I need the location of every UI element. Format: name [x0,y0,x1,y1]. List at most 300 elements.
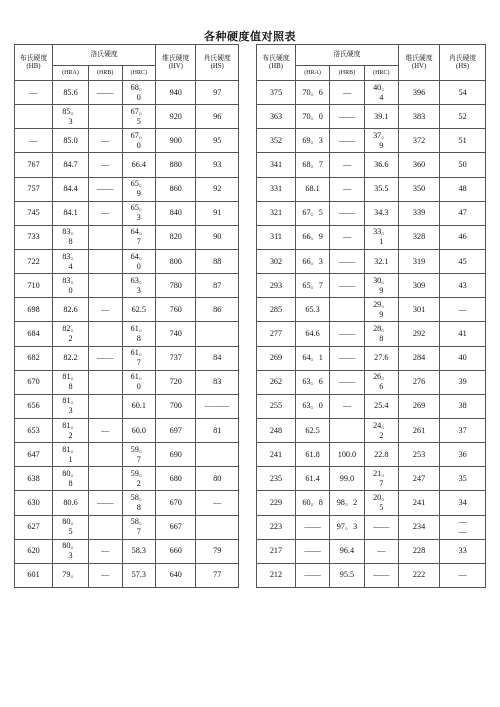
shore-cell: 96 [196,105,239,129]
hrc-cell: 30。 9 [364,274,398,298]
shore-cell: 84 [196,346,239,370]
brinell-cell: 733 [15,225,53,249]
hra-cell: 65.3 [295,298,329,322]
hra-cell: 80。 8 [53,467,89,491]
shore-cell: 45 [440,249,486,273]
shore-cell: 88 [196,249,239,273]
header-shore: 肖氏硬度 (HS) [196,45,239,81]
hrb-cell: 95.5 [330,563,364,587]
table-row [15,322,239,346]
hrb-cell: — [88,539,122,563]
vickers-cell: 241 [398,491,439,515]
table-row [15,81,239,105]
hrb-cell: — [88,129,122,153]
table-row [15,105,239,129]
shore-cell: 92 [196,177,239,201]
vickers-cell: 800 [156,249,196,273]
table-row [257,443,486,467]
hrb-cell: —— [330,322,364,346]
shore-cell: 97 [196,81,239,105]
vickers-cell: 222 [398,563,439,587]
hrc-cell: 22.8 [364,443,398,467]
table-row [257,563,486,587]
brinell-cell: 212 [257,563,296,587]
brinell-cell: 375 [257,81,296,105]
hrb-cell [88,394,122,418]
vickers-cell: 360 [398,153,439,177]
hrc-cell: 61。 8 [122,322,156,346]
hrc-cell: 67。 0 [122,129,156,153]
brinell-cell: 653 [15,418,53,442]
shore-cell: 39 [440,370,486,394]
brinell-cell: 235 [257,467,296,491]
hrc-cell: 61。 7 [122,346,156,370]
brinell-cell: 630 [15,491,53,515]
vickers-cell: 269 [398,394,439,418]
hra-cell: 83。 8 [53,225,89,249]
brinell-cell: 311 [257,225,296,249]
shore-cell: 91 [196,201,239,225]
shore-cell: — [196,491,239,515]
hrb-cell: —— [330,105,364,129]
hrc-cell: 66.4 [122,153,156,177]
hrc-cell: 20。 5 [364,491,398,515]
brinell-cell: 341 [257,153,296,177]
header-vickers: 维氏硬度 (HV) [398,45,439,81]
hrc-cell: 27.6 [364,346,398,370]
hrc-cell: 64。 7 [122,225,156,249]
hrb-cell: —— [88,346,122,370]
hra-cell: 81。 8 [53,370,89,394]
table-row [15,298,239,322]
hrb-cell: — [330,394,364,418]
hra-cell: 61.8 [295,443,329,467]
vickers-cell: 284 [398,346,439,370]
vickers-cell: 737 [156,346,196,370]
hra-cell: —— [295,563,329,587]
shore-cell: 54 [440,81,486,105]
shore-cell: 38 [440,394,486,418]
vickers-cell: 780 [156,274,196,298]
vickers-cell: 396 [398,81,439,105]
shore-cell: 51 [440,129,486,153]
hardness-table-left [14,44,239,588]
table-row [257,515,486,539]
hra-cell: 82.6 [53,298,89,322]
shore-cell: 52 [440,105,486,129]
shore-cell: 47 [440,201,486,225]
hra-cell: 79。 [53,563,89,587]
table-row [15,249,239,273]
header-hrc: (HRC) [122,66,156,81]
vickers-cell: 372 [398,129,439,153]
vickers-cell: 900 [156,129,196,153]
table-row [257,491,486,515]
hrb-cell [330,298,364,322]
table-row [257,274,486,298]
hra-cell: 70。6 [295,81,329,105]
hrb-cell: — [330,177,364,201]
hra-cell: 85.6 [53,81,89,105]
hra-cell: 68.1 [295,177,329,201]
hra-cell: 67。5 [295,201,329,225]
table-row [15,539,239,563]
table-row [15,153,239,177]
vickers-cell: 700 [156,394,196,418]
hardness-table-right [256,44,486,588]
hrb-cell: —— [330,346,364,370]
brinell-cell: 627 [15,515,53,539]
hrc-cell: 58。 8 [122,491,156,515]
hra-cell: 61.4 [295,467,329,491]
vickers-cell: 940 [156,81,196,105]
table-row [257,322,486,346]
brinell-cell: 620 [15,539,53,563]
hrc-cell: —— [364,563,398,587]
brinell-cell: 722 [15,249,53,273]
hrb-cell [88,225,122,249]
header-hra: (HRA) [53,66,89,81]
vickers-cell: 309 [398,274,439,298]
hra-cell: 84.4 [53,177,89,201]
brinell-cell: 757 [15,177,53,201]
hrc-cell: 67。 5 [122,105,156,129]
header-brinell: 布氏硬度 (HB) [15,45,53,81]
vickers-cell: 383 [398,105,439,129]
vickers-cell: 840 [156,201,196,225]
vickers-cell: 720 [156,370,196,394]
hrc-cell: 34.3 [364,201,398,225]
shore-cell: 50 [440,153,486,177]
page-title: 各种硬度值对照表 [204,30,296,43]
shore-cell: 43 [440,274,486,298]
shore-cell: 86 [196,298,239,322]
header-vickers: 维氏硬度 (HV) [156,45,196,81]
table-row [15,563,239,587]
brinell-cell: 352 [257,129,296,153]
hrc-cell: 33。 1 [364,225,398,249]
vickers-cell: 880 [156,153,196,177]
brinell-cell: 698 [15,298,53,322]
vickers-cell: 640 [156,563,196,587]
vickers-cell: 690 [156,443,196,467]
hrc-cell: 28。 8 [364,322,398,346]
brinell-cell: 638 [15,467,53,491]
brinell-cell: 682 [15,346,53,370]
hrb-cell: —— [330,370,364,394]
hra-cell: 62.5 [295,418,329,442]
table-row [257,153,486,177]
header-hrb: (HRB) [330,66,364,81]
vickers-cell: 253 [398,443,439,467]
hra-cell: 66。9 [295,225,329,249]
hra-cell: 64.6 [295,322,329,346]
hrb-cell: — [330,225,364,249]
hrc-cell: 63。 3 [122,274,156,298]
hrc-cell: 25.4 [364,394,398,418]
shore-cell: 93 [196,153,239,177]
header-rockwell: 洛氏硬度 [53,45,156,66]
shore-cell: 36 [440,443,486,467]
brinell-cell: 684 [15,322,53,346]
brinell-cell: 262 [257,370,296,394]
brinell-cell: 255 [257,394,296,418]
vickers-cell: 740 [156,322,196,346]
vickers-cell: 920 [156,105,196,129]
vickers-cell: 319 [398,249,439,273]
table-row [257,81,486,105]
hra-cell: 65。7 [295,274,329,298]
vickers-cell: 667 [156,515,196,539]
hra-cell: 82。 2 [53,322,89,346]
shore-cell: 41 [440,322,486,346]
hrc-cell: 36.6 [364,153,398,177]
shore-cell: 34 [440,491,486,515]
brinell-cell: 363 [257,105,296,129]
brinell-cell: 670 [15,370,53,394]
hra-cell: 63。6 [295,370,329,394]
hrb-cell [330,418,364,442]
brinell-cell: 269 [257,346,296,370]
table-row [257,249,486,273]
hrb-cell: 100.0 [330,443,364,467]
header-hrb: (HRB) [88,66,122,81]
table-row [257,298,486,322]
hra-cell: 80.6 [53,491,89,515]
table-row [257,177,486,201]
hrb-cell: —— [330,249,364,273]
table-row [15,418,239,442]
header-rockwell: 洛氏硬度 [295,45,398,66]
vickers-cell: 234 [398,515,439,539]
hrb-cell [88,443,122,467]
shore-cell: 83 [196,370,239,394]
shore-cell: 95 [196,129,239,153]
brinell-cell: — [15,129,53,153]
table-row [257,467,486,491]
hrb-cell: —— [330,201,364,225]
vickers-cell: 697 [156,418,196,442]
hrb-cell: —— [88,491,122,515]
hrb-cell: — [88,153,122,177]
hra-cell: 85.0 [53,129,89,153]
hrc-cell: 58.3 [122,539,156,563]
hra-cell: 81。 3 [53,394,89,418]
brinell-cell: 302 [257,249,296,273]
hrb-cell: —— [88,81,122,105]
hrb-cell [88,249,122,273]
table-row [257,394,486,418]
brinell-cell: 710 [15,274,53,298]
vickers-cell: 760 [156,298,196,322]
hrc-cell: — [364,539,398,563]
table-row [257,225,486,249]
hra-cell: —— [295,515,329,539]
hrb-cell [88,322,122,346]
hrc-cell: 65。 3 [122,201,156,225]
vickers-cell: 660 [156,539,196,563]
hrb-cell: —— [330,274,364,298]
hra-cell: 70。0 [295,105,329,129]
hrc-cell: 21。 7 [364,467,398,491]
hrc-cell: 40。 4 [364,81,398,105]
hra-cell: 69。3 [295,129,329,153]
shore-cell [196,322,239,346]
table-row [15,201,239,225]
hrc-cell: 68。 0 [122,81,156,105]
table-row [15,467,239,491]
hrb-cell: — [88,298,122,322]
shore-cell: 48 [440,177,486,201]
brinell-cell: 767 [15,153,53,177]
hrc-cell: 59。 2 [122,467,156,491]
hrc-cell: 39.1 [364,105,398,129]
shore-cell: 37 [440,418,486,442]
hrb-cell: — [88,201,122,225]
shore-cell: 81 [196,418,239,442]
vickers-cell: 292 [398,322,439,346]
vickers-cell: 247 [398,467,439,491]
hra-cell: 85。 3 [53,105,89,129]
shore-cell: 46 [440,225,486,249]
vickers-cell: 670 [156,491,196,515]
shore-cell: ——— [196,394,239,418]
shore-cell: 80 [196,467,239,491]
vickers-cell: 680 [156,467,196,491]
vickers-cell: 276 [398,370,439,394]
hrb-cell: — [330,81,364,105]
vickers-cell: 261 [398,418,439,442]
hrb-cell: —— [330,129,364,153]
header-hrc: (HRC) [364,66,398,81]
hra-cell: 64。1 [295,346,329,370]
vickers-cell: 350 [398,177,439,201]
brinell-cell: 248 [257,418,296,442]
hrb-cell: —— [88,177,122,201]
table-row [257,418,486,442]
table-row [15,515,239,539]
table-row [257,129,486,153]
vickers-cell: 860 [156,177,196,201]
brinell-cell: 331 [257,177,296,201]
shore-cell: 90 [196,225,239,249]
table-row [15,394,239,418]
table-row [257,346,486,370]
header-hra: (HRA) [295,66,329,81]
table-row [15,346,239,370]
hrb-cell [88,274,122,298]
shore-cell: 33 [440,539,486,563]
hrc-cell: 59。 7 [122,443,156,467]
brinell-cell: 656 [15,394,53,418]
shore-cell: 35 [440,467,486,491]
table-row [257,105,486,129]
hrc-cell: 35.5 [364,177,398,201]
hrc-cell: 24。 2 [364,418,398,442]
brinell-cell: 647 [15,443,53,467]
hrb-cell: — [330,153,364,177]
hrb-cell [88,515,122,539]
hrc-cell: 37。 9 [364,129,398,153]
shore-cell: 79 [196,539,239,563]
header-shore: 肖氏硬度 (HS) [440,45,486,81]
table-row [15,443,239,467]
hrb-cell: — [88,418,122,442]
hra-cell: 66。3 [295,249,329,273]
hra-cell: 84.7 [53,153,89,177]
shore-cell: 77 [196,563,239,587]
hrc-cell: 57.3 [122,563,156,587]
table-row [15,491,239,515]
header-brinell: 布氏硬度 (HB) [257,45,296,81]
brinell-cell: 277 [257,322,296,346]
shore-cell: — [440,298,486,322]
brinell-cell: 293 [257,274,296,298]
table-row [15,274,239,298]
hra-cell: 81。 2 [53,418,89,442]
hra-cell: 80。 5 [53,515,89,539]
hra-cell: 80。 3 [53,539,89,563]
brinell-cell: 229 [257,491,296,515]
brinell-cell: 217 [257,539,296,563]
hrb-cell: — [88,563,122,587]
hrb-cell [88,370,122,394]
hra-cell: 83。 4 [53,249,89,273]
hra-cell: 84.1 [53,201,89,225]
hrb-cell: 96.4 [330,539,364,563]
vickers-cell: 228 [398,539,439,563]
brinell-cell: 285 [257,298,296,322]
hrc-cell: —— [364,515,398,539]
hrb-cell: 99.0 [330,467,364,491]
hrb-cell [88,105,122,129]
hrc-cell: 58。 7 [122,515,156,539]
hrc-cell: 61。 0 [122,370,156,394]
hrc-cell: 64。 0 [122,249,156,273]
hra-cell: —— [295,539,329,563]
brinell-cell: 241 [257,443,296,467]
shore-cell [196,443,239,467]
hra-cell: 81。 1 [53,443,89,467]
hrc-cell: 32.1 [364,249,398,273]
vickers-cell: 820 [156,225,196,249]
hrb-cell: 97。3 [330,515,364,539]
hrc-cell: 60.1 [122,394,156,418]
hrc-cell: 26。 6 [364,370,398,394]
hrc-cell: 65。 9 [122,177,156,201]
hrc-cell: 62.5 [122,298,156,322]
vickers-cell: 339 [398,201,439,225]
table-row [15,129,239,153]
table-row [15,177,239,201]
brinell-cell: 321 [257,201,296,225]
shore-cell [196,515,239,539]
brinell-cell: — [15,81,53,105]
shore-cell: — — [440,515,486,539]
table-row [257,539,486,563]
hra-cell: 68。7 [295,153,329,177]
hra-cell: 83。 0 [53,274,89,298]
vickers-cell: 328 [398,225,439,249]
hrb-cell [88,467,122,491]
table-row [15,370,239,394]
shore-cell: 40 [440,346,486,370]
hra-cell: 82.2 [53,346,89,370]
brinell-cell: 601 [15,563,53,587]
shore-cell: 87 [196,274,239,298]
brinell-cell: 745 [15,201,53,225]
hra-cell: 63。0 [295,394,329,418]
